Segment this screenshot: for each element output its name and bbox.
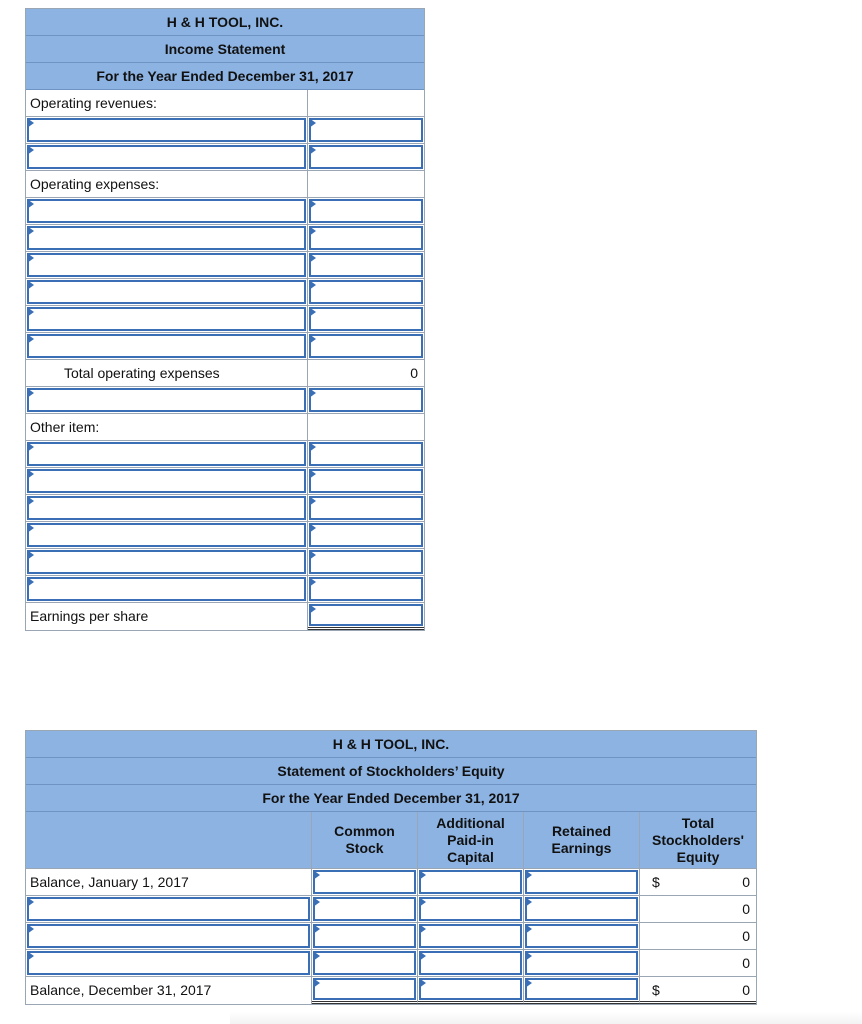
revenue-input-row [26, 117, 424, 144]
retained-earnings-ending-input[interactable] [525, 978, 638, 1000]
other-amount-input[interactable] [309, 496, 423, 520]
other-input-row [26, 441, 424, 468]
currency-symbol: $ [652, 874, 660, 890]
eps-amount-input[interactable] [309, 604, 423, 626]
operating-revenues-heading-row [26, 90, 424, 117]
total-equity-value: $ 0 [640, 869, 756, 896]
balance-start-label: Balance, January 1, 2017 [26, 869, 312, 896]
other-label-input[interactable] [27, 469, 306, 493]
other-item-heading-row [26, 414, 424, 441]
income-statement-table [25, 8, 425, 631]
balance-end-label: Balance, December 31, 2017 [26, 977, 312, 1004]
equity-statement-table [25, 730, 757, 1005]
common-stock-input[interactable] [313, 924, 416, 948]
expense-amount-input[interactable] [309, 226, 423, 250]
other-amount-input[interactable] [309, 550, 423, 574]
revenue-amount-input[interactable] [309, 145, 423, 169]
common-stock-input[interactable] [313, 951, 416, 975]
income-company-name: H & H TOOL, INC. [26, 9, 424, 36]
common-stock-input[interactable] [313, 870, 416, 894]
equity-activity-row [26, 950, 756, 977]
other-label-input[interactable] [27, 577, 306, 601]
other-input-row [26, 549, 424, 576]
other-input-row [26, 576, 424, 603]
page-bottom-shade [230, 1012, 862, 1024]
common-stock-ending-input[interactable] [313, 978, 416, 1000]
earnings-per-share-row [26, 603, 424, 630]
retained-earnings-input[interactable] [525, 924, 638, 948]
operating-expenses-label: Operating expenses: [26, 171, 308, 198]
revenue-label-input[interactable] [27, 118, 306, 142]
total-operating-expenses-row [26, 360, 424, 387]
expense-label-input[interactable] [27, 280, 306, 304]
col-total-stockholders-equity: Total Stockholders' Equity [640, 812, 756, 869]
expense-amount-input[interactable] [309, 307, 423, 331]
expense-label-input[interactable] [27, 226, 306, 250]
balance-end-row [26, 977, 756, 1004]
other-input-row [26, 468, 424, 495]
operating-revenues-label: Operating revenues: [26, 90, 308, 117]
equity-period: For the Year Ended December 31, 2017 [26, 785, 756, 812]
expense-label-input[interactable] [27, 307, 306, 331]
expense-input-row [26, 225, 424, 252]
operating-income-label-input[interactable] [27, 388, 306, 412]
expense-input-row [26, 279, 424, 306]
expense-input-row [26, 252, 424, 279]
eps-label: Earnings per share [26, 603, 308, 630]
apic-input[interactable] [419, 897, 522, 921]
other-amount-input[interactable] [309, 577, 423, 601]
retained-earnings-input[interactable] [525, 870, 638, 894]
activity-label-input[interactable] [27, 897, 310, 921]
apic-input[interactable] [419, 870, 522, 894]
other-label-input[interactable] [27, 523, 306, 547]
total-equity-value: 0 [640, 896, 756, 923]
revenue-label-input[interactable] [27, 145, 306, 169]
equity-column-header-row [26, 812, 756, 869]
apic-input[interactable] [419, 951, 522, 975]
equity-activity-row [26, 923, 756, 950]
total-operating-expenses-value: 0 [308, 360, 424, 387]
other-label-input[interactable] [27, 442, 306, 466]
total-equity-ending-value: $ 0 [640, 977, 756, 1004]
revenue-input-row [26, 144, 424, 171]
expense-input-row [26, 198, 424, 225]
expense-amount-input[interactable] [309, 199, 423, 223]
other-input-row [26, 495, 424, 522]
other-amount-input[interactable] [309, 523, 423, 547]
expense-amount-input[interactable] [309, 334, 423, 358]
other-item-label: Other item: [26, 414, 308, 441]
expense-amount-input[interactable] [309, 280, 423, 304]
expense-input-row [26, 306, 424, 333]
col-additional-paid-in-capital: Additional Paid-in Capital [418, 812, 524, 869]
other-label-input[interactable] [27, 496, 306, 520]
col-retained-earnings: Retained Earnings [524, 812, 640, 869]
operating-income-amount-input[interactable] [309, 388, 423, 412]
operating-expenses-heading-row [26, 171, 424, 198]
expense-label-input[interactable] [27, 334, 306, 358]
expense-label-input[interactable] [27, 253, 306, 277]
equity-statement-title: Statement of Stockholders’ Equity [26, 758, 756, 785]
retained-earnings-input[interactable] [525, 897, 638, 921]
total-equity-value: 0 [640, 923, 756, 950]
currency-symbol: $ [652, 982, 660, 998]
expense-label-input[interactable] [27, 199, 306, 223]
expense-amount-input[interactable] [309, 253, 423, 277]
col-common-stock: Common Stock [312, 812, 418, 869]
other-amount-input[interactable] [309, 442, 423, 466]
activity-label-input[interactable] [27, 951, 310, 975]
revenue-amount-input[interactable] [309, 118, 423, 142]
total-operating-expenses-label: Total operating expenses [26, 360, 308, 387]
income-period: For the Year Ended December 31, 2017 [26, 63, 424, 90]
equity-company-name: H & H TOOL, INC. [26, 731, 756, 758]
balance-start-row [26, 869, 756, 896]
expense-input-row [26, 333, 424, 360]
common-stock-input[interactable] [313, 897, 416, 921]
total-equity-value: 0 [640, 950, 756, 977]
other-input-row [26, 522, 424, 549]
retained-earnings-input[interactable] [525, 951, 638, 975]
apic-ending-input[interactable] [419, 978, 522, 1000]
other-label-input[interactable] [27, 550, 306, 574]
apic-input[interactable] [419, 924, 522, 948]
other-amount-input[interactable] [309, 469, 423, 493]
activity-label-input[interactable] [27, 924, 310, 948]
operating-income-row [26, 387, 424, 414]
equity-activity-row [26, 896, 756, 923]
income-statement-title: Income Statement [26, 36, 424, 63]
